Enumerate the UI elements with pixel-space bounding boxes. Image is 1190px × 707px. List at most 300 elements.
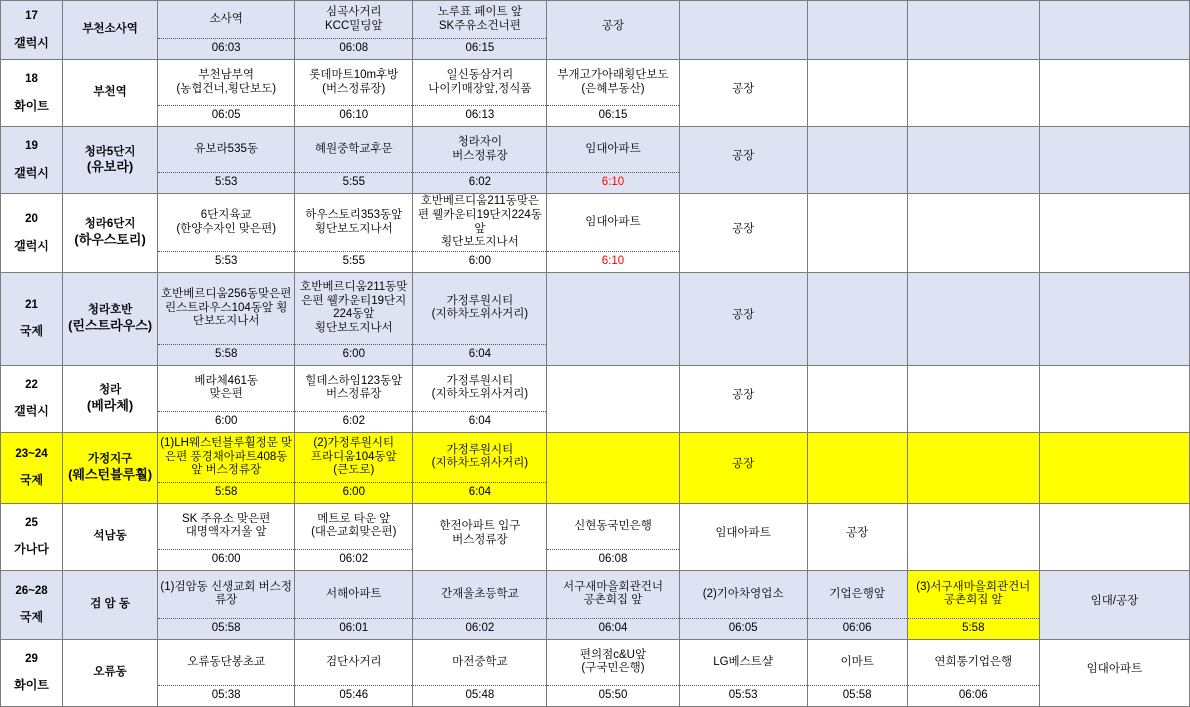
route-name: 석남동	[93, 529, 127, 542]
stop-cell	[413, 570, 547, 639]
stop-cell	[807, 194, 907, 273]
route-name-secondary: (웨스턴블루훨)	[68, 466, 153, 482]
stop-name	[908, 433, 1039, 497]
stop-time	[908, 266, 1039, 272]
stop-cell	[907, 127, 1039, 194]
stop-cell	[413, 432, 547, 503]
route-name-cell	[63, 570, 158, 639]
stop-name	[547, 273, 678, 359]
table-row	[1, 570, 1190, 639]
stop-name	[1040, 504, 1189, 564]
stop-name	[808, 433, 907, 497]
route-vehicle-label: 갤럭시	[14, 35, 49, 50]
stop-name	[1040, 1, 1189, 53]
route-number-cell	[1, 365, 63, 432]
stop-name	[1040, 273, 1189, 359]
route-number-cell	[1, 272, 63, 365]
stop-name: 호반베르디움256동맞은편 린스트라우스104동앞 횡단보도지나서	[161, 287, 292, 328]
route-number: 17	[25, 10, 38, 23]
stop-cell	[679, 570, 807, 639]
stop-time: 05:53	[680, 685, 807, 706]
route-number-cell	[1, 639, 63, 706]
route-vehicle-label: 갤럭시	[14, 238, 49, 253]
stop-cell	[413, 194, 547, 273]
stop-cell	[413, 503, 547, 570]
route-vehicle-label: 갤럭시	[14, 165, 49, 180]
stop-time: 6:00	[295, 344, 412, 365]
stop-time: 5:58	[908, 618, 1039, 639]
stop-time: 5:58	[158, 344, 294, 365]
stop-time: 05:50	[547, 685, 678, 706]
stop-cell	[158, 1, 295, 60]
stop-time: 5:53	[158, 251, 294, 272]
route-vehicle-label: 국제	[19, 324, 44, 339]
table-row	[1, 194, 1190, 273]
route-vehicle-label: 갤럭시	[14, 404, 49, 419]
stop-time: 5:55	[295, 172, 412, 193]
stop-name: 공장	[731, 457, 755, 470]
stop-time: 6:04	[413, 344, 546, 365]
stop-cell	[679, 639, 807, 706]
stop-cell	[1039, 639, 1189, 706]
stop-name: 편의점c&U앞 (구국민은행)	[579, 648, 647, 675]
stop-cell	[413, 1, 547, 60]
stop-time: 06:13	[413, 105, 546, 126]
stop-cell	[807, 503, 907, 570]
stop-cell	[158, 127, 295, 194]
stop-name: 기업은행앞	[829, 587, 885, 600]
stop-cell	[1039, 194, 1189, 273]
stop-name: 6단지육교 (한양수자인 맞은편)	[176, 208, 277, 235]
stop-time	[680, 53, 807, 59]
stop-time	[908, 359, 1039, 365]
route-name-cell	[63, 60, 158, 127]
stop-time	[808, 564, 907, 570]
stop-cell	[1039, 503, 1189, 570]
stop-time: 6:02	[295, 411, 412, 432]
stop-name: 임대아파트	[585, 215, 641, 228]
stop-cell	[547, 503, 679, 570]
stop-time: 6:02	[413, 172, 546, 193]
route-name: 검 암 동	[90, 597, 130, 610]
stop-cell	[679, 503, 807, 570]
stop-cell	[1039, 365, 1189, 432]
stop-cell	[413, 272, 547, 365]
route-name-cell	[63, 1, 158, 60]
stop-name: 호반베르디움211동맞은편 웰카운티19단지224동앞 횡단보도지나서	[300, 280, 408, 335]
stop-cell	[295, 60, 413, 127]
route-name: 부천소사역	[82, 23, 138, 36]
stop-name: 호반베르디움211동맞은편 웰카운티19단지224동앞 횡단보도지나서	[417, 195, 542, 249]
stop-name: 롯데마트10m후방 (버스정류장)	[309, 68, 399, 95]
table-row	[1, 272, 1190, 365]
stop-cell	[1039, 570, 1189, 639]
stop-name: 공장	[731, 222, 755, 235]
stop-time	[1040, 53, 1189, 59]
route-name: 청라호반	[87, 304, 133, 317]
route-number: 26~28	[15, 584, 48, 597]
stop-name	[908, 1, 1039, 53]
stop-cell	[295, 194, 413, 273]
stop-name	[908, 60, 1039, 120]
stop-name	[680, 1, 807, 53]
stop-name	[908, 127, 1039, 187]
stop-cell	[807, 127, 907, 194]
stop-time	[547, 359, 678, 365]
stop-name: 마전중학교	[452, 655, 508, 668]
stop-cell	[1039, 272, 1189, 365]
stop-time	[908, 497, 1039, 503]
stop-cell	[907, 272, 1039, 365]
stop-time: 06:15	[413, 38, 546, 59]
stop-name	[1040, 433, 1189, 497]
stop-name	[547, 433, 678, 497]
route-name-cell	[63, 194, 158, 273]
stop-time: 06:02	[413, 618, 546, 639]
stop-time	[908, 120, 1039, 126]
stop-cell	[679, 60, 807, 127]
stop-cell	[679, 1, 807, 60]
stop-name: (3)서구새마을회관건너 공촌회집 앞	[916, 580, 1031, 607]
stop-cell	[679, 272, 807, 365]
stop-cell	[907, 365, 1039, 432]
route-number-cell	[1, 432, 63, 503]
table-body	[1, 1, 1190, 707]
stop-time	[808, 266, 907, 272]
stop-name	[808, 366, 907, 426]
stop-cell	[413, 60, 547, 127]
stop-time	[1040, 359, 1189, 365]
stop-time: 06:04	[547, 618, 678, 639]
stop-time	[808, 426, 907, 432]
stop-time	[908, 564, 1039, 570]
stop-name	[1040, 366, 1189, 426]
stop-time	[680, 564, 807, 570]
table-row	[1, 1, 1190, 60]
stop-cell	[158, 639, 295, 706]
stop-name: 신현동국민은행	[574, 519, 652, 532]
stop-name	[908, 273, 1039, 359]
stop-cell	[679, 432, 807, 503]
stop-cell	[907, 432, 1039, 503]
stop-name: 공장	[731, 83, 755, 96]
stop-cell	[907, 1, 1039, 60]
stop-cell	[1039, 60, 1189, 127]
stop-name: 메트로 타운 앞 (대은교회맞은편)	[311, 512, 397, 539]
table-row	[1, 365, 1190, 432]
route-name: 부천역	[93, 86, 127, 99]
stop-name: LG베스트샬	[713, 655, 773, 668]
route-number-cell	[1, 194, 63, 273]
stop-name: 노루표 페이트 앞 SK주유소건너편	[437, 5, 522, 32]
stop-time: 06:06	[808, 618, 907, 639]
stop-name: 소사역	[209, 12, 243, 25]
route-number: 19	[25, 140, 38, 153]
stop-time	[547, 426, 678, 432]
stop-time: 05:48	[413, 685, 546, 706]
route-name: 오류동	[93, 665, 127, 678]
stop-time: 05:46	[295, 685, 412, 706]
stop-cell	[807, 60, 907, 127]
stop-time: 06:05	[158, 105, 294, 126]
stop-name: 공장	[601, 20, 625, 33]
stop-cell	[907, 503, 1039, 570]
stop-time: 06:15	[547, 105, 678, 126]
stop-name: 서구새마을회관건너 공촌회집 앞	[563, 580, 663, 607]
stop-name: (2)가정루원시티 프라디움104동앞 (큰도로)	[310, 436, 397, 477]
stop-cell	[547, 194, 679, 273]
stop-time	[908, 53, 1039, 59]
stop-time	[680, 187, 807, 193]
stop-time	[1040, 266, 1189, 272]
stop-time: 06:05	[680, 618, 807, 639]
stop-time: 5:58	[158, 482, 294, 503]
stop-name	[908, 194, 1039, 266]
stop-time	[1040, 564, 1189, 570]
stop-cell	[295, 503, 413, 570]
stop-name	[808, 194, 907, 266]
route-name: 청라	[98, 384, 122, 397]
stop-name: 연희통기업은행	[934, 655, 1013, 668]
stop-time	[1040, 426, 1189, 432]
stop-time: 6:00	[295, 482, 412, 503]
stop-time	[680, 497, 807, 503]
route-number-cell	[1, 127, 63, 194]
route-name: 청라5단지	[84, 145, 136, 158]
stop-time: 06:06	[908, 685, 1039, 706]
stop-cell	[547, 127, 679, 194]
stop-name: 부천남부역 (농협건너,횡단보도)	[176, 68, 277, 95]
stop-time: 6:04	[413, 411, 546, 432]
stop-cell	[679, 365, 807, 432]
route-number-cell	[1, 60, 63, 127]
stop-name: 베라체461동 맞은편	[194, 374, 258, 401]
stop-cell	[807, 1, 907, 60]
stop-name: 하우스토리353동앞 횡단보도지나서	[305, 208, 403, 235]
stop-time	[1040, 120, 1189, 126]
stop-name	[1040, 194, 1189, 266]
route-name-secondary: (유보라)	[86, 159, 134, 175]
route-name-cell	[63, 272, 158, 365]
stop-name: 임대아파트	[585, 142, 641, 155]
stop-time: 6:00	[413, 251, 546, 272]
stop-time: 06:02	[295, 549, 412, 570]
stop-name: 가정루원시티 (지하차도위사거리)	[431, 374, 529, 401]
route-number-cell	[1, 570, 63, 639]
stop-time	[908, 187, 1039, 193]
stop-cell	[295, 639, 413, 706]
stop-cell	[295, 272, 413, 365]
stop-cell	[295, 432, 413, 503]
stop-time	[413, 564, 546, 570]
stop-name	[1040, 60, 1189, 120]
stop-name: (1)검암동 신생교회 버스정류장	[160, 580, 292, 607]
stop-name	[808, 273, 907, 359]
stop-cell	[547, 1, 679, 60]
stop-time	[908, 426, 1039, 432]
route-name-secondary: (베라체)	[86, 397, 134, 413]
stop-cell	[807, 272, 907, 365]
table-row	[1, 503, 1190, 570]
stop-cell	[1039, 127, 1189, 194]
stop-time: 05:38	[158, 685, 294, 706]
stop-cell	[158, 365, 295, 432]
stop-time: 6:00	[158, 411, 294, 432]
stop-cell	[807, 365, 907, 432]
stop-name: 혜원중학교후문	[314, 142, 393, 155]
stop-cell	[807, 570, 907, 639]
route-vehicle-label: 국제	[19, 473, 44, 488]
stop-name	[808, 1, 907, 53]
route-number: 25	[25, 516, 38, 529]
stop-time	[680, 426, 807, 432]
route-number-cell	[1, 1, 63, 60]
stop-cell	[907, 639, 1039, 706]
stop-time: 06:01	[295, 618, 412, 639]
route-vehicle-label: 화이트	[14, 678, 49, 693]
stop-cell	[158, 503, 295, 570]
table-row	[1, 639, 1190, 706]
route-vehicle-label: 국제	[19, 610, 44, 625]
stop-time	[808, 53, 907, 59]
stop-cell	[413, 365, 547, 432]
stop-time	[1040, 633, 1189, 639]
stop-cell	[158, 432, 295, 503]
stop-cell	[295, 365, 413, 432]
route-number-cell	[1, 503, 63, 570]
stop-name	[808, 60, 907, 120]
stop-time: 06:08	[547, 549, 678, 570]
stop-name: 임대아파트	[1086, 662, 1143, 675]
stop-cell	[547, 272, 679, 365]
route-number: 22	[25, 378, 38, 391]
stop-cell	[679, 127, 807, 194]
stop-name	[547, 366, 678, 426]
stop-time	[680, 359, 807, 365]
stop-time	[808, 497, 907, 503]
stop-name	[1040, 127, 1189, 187]
stop-name: 부개고가아래횡단보도 (은혜부동산)	[557, 68, 669, 95]
stop-name: 심곡사거리 KCC밀딩앞	[324, 5, 383, 32]
route-name-secondary: (린스트라우스)	[68, 317, 153, 333]
route-name: 청라6단지	[84, 218, 136, 231]
stop-name	[808, 127, 907, 187]
stop-name: 임대/공장	[1090, 594, 1139, 607]
stop-cell	[158, 194, 295, 273]
route-name-secondary: (하우스토리)	[74, 231, 146, 247]
route-name: 가정지구	[87, 453, 133, 466]
stop-time: 5:55	[295, 251, 412, 272]
stop-time	[808, 120, 907, 126]
stop-name: 간재울초등학교	[441, 587, 519, 600]
stop-cell	[1039, 432, 1189, 503]
stop-time: 06:00	[158, 549, 294, 570]
stop-time	[1040, 497, 1189, 503]
stop-cell	[295, 127, 413, 194]
stop-name: 서해아파트	[326, 587, 382, 600]
table-row	[1, 432, 1190, 503]
stop-cell	[907, 194, 1039, 273]
stop-name: (2)기아차영업소	[702, 587, 784, 600]
route-number: 20	[25, 213, 38, 226]
route-name-cell	[63, 639, 158, 706]
stop-name: 공장	[846, 526, 869, 539]
stop-name: 검단사거리	[326, 655, 382, 668]
stop-cell	[907, 60, 1039, 127]
stop-name	[908, 366, 1039, 426]
stop-name: 이마트	[840, 655, 874, 668]
stop-name: 가정루원시티 (지하차도위사거리)	[431, 443, 529, 470]
route-name-cell	[63, 365, 158, 432]
stop-time: 6:04	[413, 482, 546, 503]
stop-cell	[547, 570, 679, 639]
stop-time	[808, 187, 907, 193]
stop-time: 05:58	[808, 685, 907, 706]
stop-cell	[547, 639, 679, 706]
table-row	[1, 60, 1190, 127]
stop-cell	[807, 432, 907, 503]
route-name-cell	[63, 503, 158, 570]
stop-cell	[547, 365, 679, 432]
stop-time: 06:03	[158, 38, 294, 59]
stop-time	[680, 266, 807, 272]
stop-time	[547, 53, 678, 59]
route-name-cell	[63, 432, 158, 503]
stop-name: 유보라535동	[194, 142, 258, 155]
stop-time: 06:10	[295, 105, 412, 126]
stop-cell	[295, 570, 413, 639]
stop-time	[547, 497, 678, 503]
table-row	[1, 127, 1190, 194]
stop-name: 공장	[731, 388, 755, 401]
stop-name: 공장	[731, 308, 755, 321]
route-name-cell	[63, 127, 158, 194]
stop-cell	[413, 639, 547, 706]
stop-name: SK 주유소 맞은편 대명액자거울 앞	[181, 512, 271, 539]
stop-time	[1040, 187, 1189, 193]
stop-name: 일신동삼거리 나이키매장앞,정식품	[428, 68, 532, 95]
stop-name: 힐데스하임123동앞 버스정류장	[305, 374, 403, 401]
stop-cell	[158, 272, 295, 365]
stop-cell	[547, 60, 679, 127]
route-number: 21	[25, 298, 38, 311]
stop-name: 공장	[731, 150, 755, 163]
stop-name: 한전아파트 입구 버스정류장	[439, 519, 521, 546]
stop-name: 청라자이 버스정류장	[452, 135, 508, 162]
stop-time: 05:58	[158, 618, 294, 639]
stop-time	[808, 359, 907, 365]
stop-cell	[547, 432, 679, 503]
route-number: 29	[25, 652, 38, 665]
stop-time	[680, 120, 807, 126]
route-vehicle-label: 가나다	[14, 542, 49, 557]
stop-name: 임대아파트	[715, 526, 771, 539]
stop-cell	[295, 1, 413, 60]
stop-cell	[679, 194, 807, 273]
route-number: 23~24	[15, 447, 48, 460]
stop-cell	[907, 570, 1039, 639]
stop-cell	[158, 60, 295, 127]
stop-name: 오류동단봉초교	[187, 655, 266, 668]
stop-cell	[158, 570, 295, 639]
route-number: 18	[25, 73, 38, 86]
route-vehicle-label: 화이트	[14, 98, 49, 113]
stop-time: 6:10	[547, 251, 678, 272]
stop-time: 06:08	[295, 38, 412, 59]
stop-cell	[1039, 1, 1189, 60]
stop-time: 5:53	[158, 172, 294, 193]
stop-cell	[807, 639, 907, 706]
